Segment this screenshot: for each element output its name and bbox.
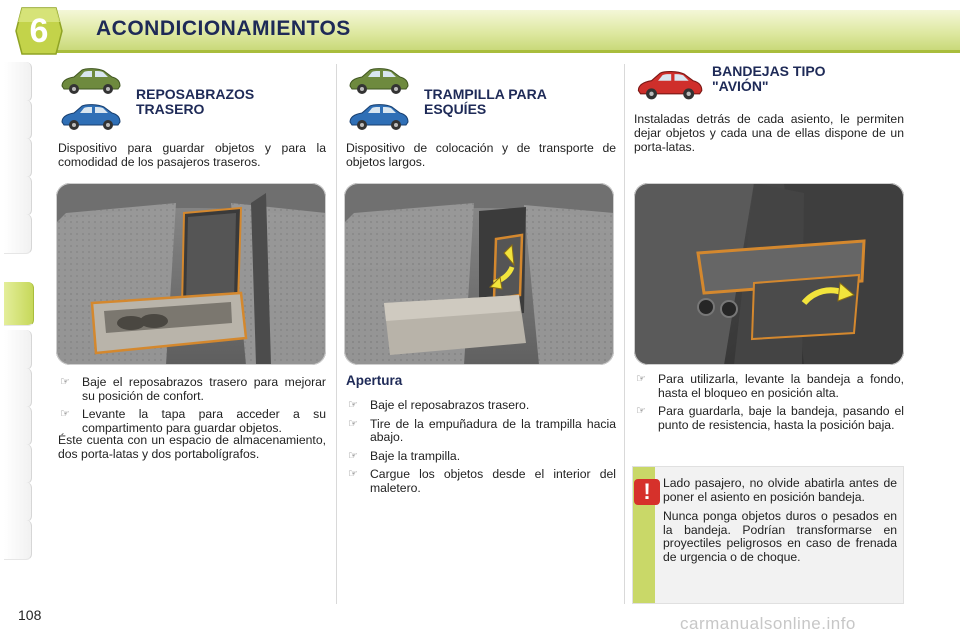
chapter-tab[interactable] [4,368,32,408]
chapter-tab[interactable] [4,214,32,254]
list-item [634,405,904,432]
section-title-line2: ESQUÍES [424,101,487,117]
chapter-tab[interactable] [4,444,32,484]
list-item-text: Tire de la empuñadura de la trampilla hacia abajo. [370,416,616,444]
chapter-tab[interactable] [4,520,32,560]
pointing-hand-icon: ☞ [348,417,358,430]
section-intro: Dispositivo de colocación y de transporte de objetos largos. [346,141,616,169]
section-title [424,87,547,117]
list-item-text: Cargue los objetos desde el interior del maletero. [370,467,616,495]
list-item [58,376,326,403]
section-title-line1: TRAMPILLA PARA [424,86,547,102]
pointing-hand-icon: ☞ [60,408,70,420]
pointing-hand-icon: ☞ [636,405,646,417]
warning-box [632,466,904,604]
ski-hatch-photo [344,183,614,365]
list-item [634,373,904,400]
red-car-icon [634,66,704,102]
section-title [712,64,826,94]
warning-text [663,477,897,570]
green-car-icon [58,64,122,96]
header-underline [40,50,960,53]
list-item [346,468,616,495]
chapter-tab-active[interactable] [4,282,34,326]
pointing-hand-icon: ☞ [348,449,358,462]
pointing-hand-icon: ☞ [60,376,70,388]
chapter-tab[interactable] [4,138,32,178]
green-car-icon [346,64,410,96]
list-item-text: Para utilizarla, levante la bandeja a fondo, hasta el bloqueo en posición alta. [658,372,904,400]
section-title-line2: TRASERO [136,101,205,117]
armrest-steps [58,376,326,440]
list-item [346,399,616,413]
list-item-text: Baje el reposabrazos trasero para mejorar su posición de confort. [82,375,326,403]
chapter-number: 6 [29,12,49,50]
section-title-line1: REPOSABRAZOS [136,86,255,102]
list-item-text: Para guardarla, baje la bandeja, pasando el punto de resistencia, hasta la posición baja. [658,404,904,432]
chapter-tab[interactable] [4,406,32,446]
pointing-hand-icon: ☞ [348,468,358,480]
ski-hatch-steps [346,399,616,500]
armrest-note: Éste cuenta con un espacio de almacenamiento, dos porta-latas y dos portabolígrafos. [58,433,326,461]
section-subheading: Apertura [346,373,403,388]
chapter-tabs [0,62,36,582]
chapter-tab[interactable] [4,62,32,102]
section-title-line2: "AVIÓN" [712,78,769,94]
chapter-tab[interactable] [4,482,32,522]
tray-steps [634,373,904,437]
chapter-tab[interactable] [4,330,32,370]
blue-car-icon [58,100,122,132]
list-item [58,408,326,435]
watermark: carmanualsonline.info [680,614,856,633]
page-title: ACONDICIONAMIENTOS [96,17,351,40]
section-intro: Dispositivo para guardar objetos y para la comodidad de los pasajeros traseros. [58,141,326,169]
tray-photo [634,183,904,365]
column-divider [624,64,625,604]
chapter-tab[interactable] [4,100,32,140]
column-divider [336,64,337,604]
section-title-line1: BANDEJAS TIPO [712,63,826,79]
list-item [346,418,616,445]
page-number: 108 [18,607,42,623]
exclamation-warning-icon: ! [634,479,660,505]
warning-paragraph: Nunca ponga objetos duros o pesados en la bandeja. Podrían transformarse en proyectiles peligrosos en caso de frenada de urgencia o de choque. [663,509,897,564]
section-intro: Instaladas detrás de cada asiento, le permiten dejar objetos y cada una de ellas dispone de un porta-latas. [634,112,904,154]
list-item-text: Baje la trampilla. [370,448,461,463]
chapter-tab[interactable] [4,176,32,216]
warning-paragraph: Lado pasajero, no olvide abatirla antes de poner el asiento en posición bandeja. [663,476,897,504]
pointing-hand-icon: ☞ [348,399,358,411]
page-header [0,0,960,58]
section-title [136,87,254,117]
list-item-text: Baje el reposabrazos trasero. [370,398,530,412]
pointing-hand-icon: ☞ [636,373,646,385]
list-item [346,450,616,464]
armrest-photo [56,183,326,365]
blue-car-icon [346,100,410,132]
list-item-text: Levante la tapa para acceder a su compartimento para guardar objetos. [82,407,326,435]
